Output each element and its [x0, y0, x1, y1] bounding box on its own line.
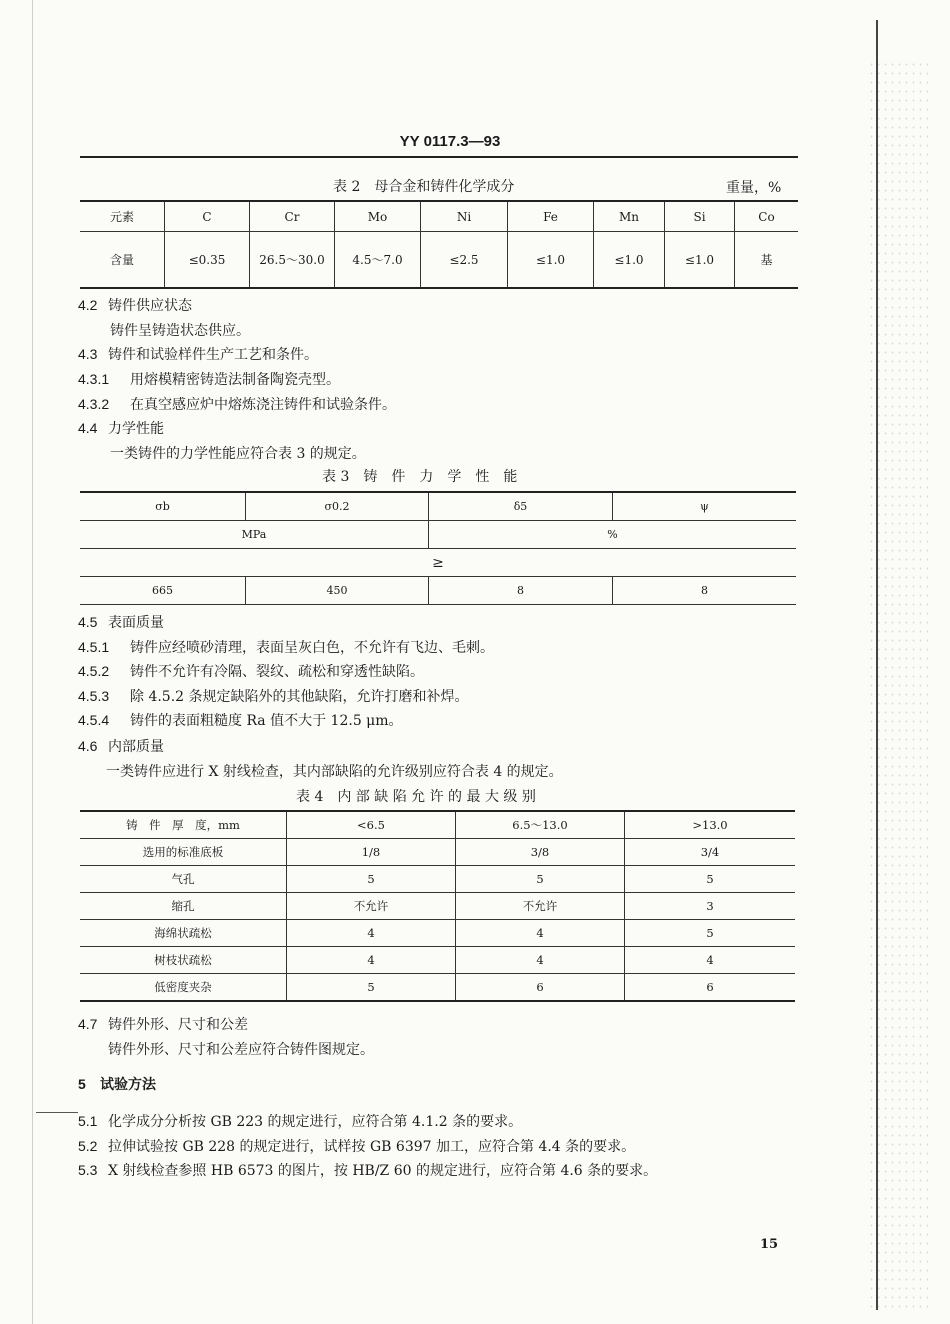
section-number: 4.5.1 [78, 639, 110, 655]
section-4-5-4 [78, 710, 403, 730]
table4-cell: 4 [287, 947, 456, 974]
table4-caption: 表 4 内 部 缺 陷 允 许 的 最 大 级 别 [296, 789, 536, 805]
table4-cell: 3 [625, 893, 796, 920]
page-right-edge [876, 20, 878, 1310]
table2-value-cell: ≤2.5 [421, 232, 508, 289]
section-number: 4.5.4 [78, 712, 110, 728]
table2 [80, 200, 798, 289]
table-row [80, 947, 795, 974]
table3-unit-mpa: MPa [80, 521, 429, 549]
header-rule [80, 156, 798, 158]
section-text: 化学成分分析按 GB 223 的规定进行，应符合第 4.1.2 条的要求。 [108, 1114, 523, 1130]
section-4-5-1 [78, 637, 494, 657]
section-number: 4.3.1 [78, 371, 110, 387]
section-text: 铸件不允许有冷隔、裂纹、疏松和穿透性缺陷。 [130, 664, 424, 680]
table2-header-cell: C [165, 201, 250, 232]
table2-value-cell: 基 [735, 232, 799, 289]
section-4-3-2 [78, 394, 396, 414]
section-number: 4.4 [78, 420, 98, 436]
table2-header-cell: Si [665, 201, 735, 232]
section-4-5-2 [78, 661, 424, 681]
table2-header-cell: Mn [594, 201, 665, 232]
table2-value-cell: ≤0.35 [165, 232, 250, 289]
section-4-7-body: 铸件外形、尺寸和公差应符合铸件图规定。 [108, 1042, 374, 1058]
table4-cell: 缩孔 [80, 893, 287, 920]
table2-value-cell: 26.5～30.0 [250, 232, 335, 289]
section-title: 铸件和试验样件生产工艺和条件。 [108, 347, 318, 363]
table4-cell: 3/4 [625, 839, 796, 866]
section-number: 5.3 [78, 1162, 98, 1178]
table3-unit-percent: % [429, 521, 797, 549]
section-number: 4.3 [78, 346, 98, 362]
margin-mark [36, 1112, 78, 1113]
table4-cell: 4 [456, 920, 625, 947]
section-number: 5.1 [78, 1113, 98, 1129]
table-row [80, 920, 795, 947]
section-number: 4.7 [78, 1016, 98, 1032]
table4-cell: 海绵状疏松 [80, 920, 287, 947]
page-left-edge [32, 0, 33, 1324]
section-5-3 [78, 1160, 657, 1180]
table2-header-cell: Cr [250, 201, 335, 232]
section-title: 铸件外形、尺寸和公差 [108, 1017, 248, 1033]
table2-header-cell: 元素 [109, 210, 134, 224]
table2-value-cell: ≤1.0 [508, 232, 594, 289]
table2-unit: 重量，% [726, 180, 782, 196]
section-title: 表面质量 [108, 615, 164, 631]
table4-cell: 不允许 [287, 893, 456, 920]
section-text: X 射线检查参照 HB 6573 的图片，按 HB/Z 60 的规定进行，应符合第 4.6 条的要求。 [108, 1163, 658, 1179]
table2-caption: 表 2 母合金和铸件化学成分 [333, 179, 515, 195]
section-number: 5 [78, 1076, 86, 1092]
section-4-2-heading [78, 295, 192, 315]
section-4-5-3 [78, 686, 469, 706]
section-4-3-heading [78, 344, 318, 364]
page-number: 15 [760, 1237, 779, 1252]
table4-cell: 5 [287, 866, 456, 893]
table-row [80, 866, 795, 893]
table4-cell: 6 [456, 974, 625, 1002]
table4-cell: 5 [625, 920, 796, 947]
table3-value-cell: 450 [246, 577, 429, 605]
table-row [80, 839, 795, 866]
table4-cell: 低密度夹杂 [80, 974, 287, 1002]
section-text: 用熔模精密铸造法制备陶瓷壳型。 [130, 372, 340, 388]
table3-caption: 表 3 铸 件 力 学 性 能 [322, 469, 518, 485]
table2-value-cell: ≤1.0 [665, 232, 735, 289]
section-number: 4.5.2 [78, 663, 110, 679]
section-5-1 [78, 1111, 522, 1131]
table2-value-cell: 含量 [80, 232, 165, 289]
table4-cell: 5 [287, 974, 456, 1002]
table2-value-cell: 4.5～7.0 [335, 232, 421, 289]
table4-cell: 4 [625, 947, 796, 974]
table3-header-cell: σb [155, 500, 170, 513]
section-5-2 [78, 1136, 635, 1156]
table4-header-cell: 6.5～13.0 [456, 811, 625, 839]
table4-cell: 3/8 [456, 839, 625, 866]
section-title: 内部质量 [108, 739, 164, 755]
table4-cell: 树枝状疏松 [80, 947, 287, 974]
table-row [80, 974, 795, 1002]
table3 [80, 491, 796, 605]
section-4-4-body: 一类铸件的力学性能应符合表 3 的规定。 [110, 446, 366, 462]
section-4-6-body: 一类铸件应进行 X 射线检查，其内部缺陷的允许级别应符合表 4 的规定。 [106, 764, 563, 780]
table4 [80, 810, 795, 1002]
section-text: 除 4.5.2 条规定缺陷外的其他缺陷，允许打磨和补焊。 [130, 689, 469, 705]
section-4-6-heading [78, 736, 164, 756]
table2-value-cell: ≤1.0 [594, 232, 665, 289]
section-text: 铸件应经喷砂清理，表面呈灰白色，不允许有飞边、毛刺。 [130, 640, 494, 656]
table4-header-cell: <6.5 [287, 811, 456, 839]
table3-ge-sign: ≥ [80, 549, 796, 577]
section-title: 力学性能 [108, 421, 164, 437]
table4-cell: 4 [456, 947, 625, 974]
section-4-2-body: 铸件呈铸造状态供应。 [110, 323, 250, 339]
section-5-heading [78, 1074, 156, 1094]
section-4-7-heading [78, 1014, 248, 1034]
table3-value-cell: 665 [80, 577, 246, 605]
table2-header-cell: Ni [421, 201, 508, 232]
table3-header-cell: σ0.2 [246, 492, 429, 521]
table2-header-cell: Fe [508, 201, 594, 232]
document-header: YY 0117.3—93 [399, 133, 501, 150]
table4-cell: 不允许 [456, 893, 625, 920]
section-title: 试验方法 [100, 1077, 156, 1093]
section-number: 4.5 [78, 614, 98, 630]
section-4-3-1 [78, 369, 340, 389]
table3-value-cell: 8 [429, 577, 613, 605]
table4-cell: 1/8 [287, 839, 456, 866]
table2-header-cell: Mo [335, 201, 421, 232]
section-number: 5.2 [78, 1138, 98, 1154]
section-text: 在真空感应炉中熔炼浇注铸件和试验条件。 [130, 397, 396, 413]
section-title: 铸件供应状态 [108, 298, 192, 314]
table4-cell: 气孔 [80, 866, 287, 893]
table-row [80, 893, 795, 920]
section-4-5-heading [78, 612, 164, 632]
section-number: 4.2 [78, 297, 98, 313]
section-text: 拉伸试验按 GB 228 的规定进行，试样按 GB 6397 加工，应符合第 4.4 条的要求。 [108, 1139, 636, 1155]
table4-header-cell: >13.0 [625, 811, 796, 839]
table3-header-cell: ψ [613, 492, 797, 521]
section-number: 4.5.3 [78, 688, 110, 704]
table4-cell: 6 [625, 974, 796, 1002]
section-number: 4.6 [78, 738, 98, 754]
table4-cell: 选用的标准底板 [80, 839, 287, 866]
section-text: 铸件的表面粗糙度 Ra 值不大于 12.5 μm。 [130, 713, 403, 729]
table4-cell: 5 [625, 866, 796, 893]
table3-header-cell: δ5 [429, 492, 613, 521]
table4-cell: 5 [456, 866, 625, 893]
section-4-4-heading [78, 418, 164, 438]
section-number: 4.3.2 [78, 396, 110, 412]
table4-cell: 4 [287, 920, 456, 947]
table2-header-cell: Co [735, 201, 799, 232]
table3-value-cell: 8 [613, 577, 797, 605]
table4-header-cell: 铸 件 厚 度，mm [126, 818, 240, 832]
